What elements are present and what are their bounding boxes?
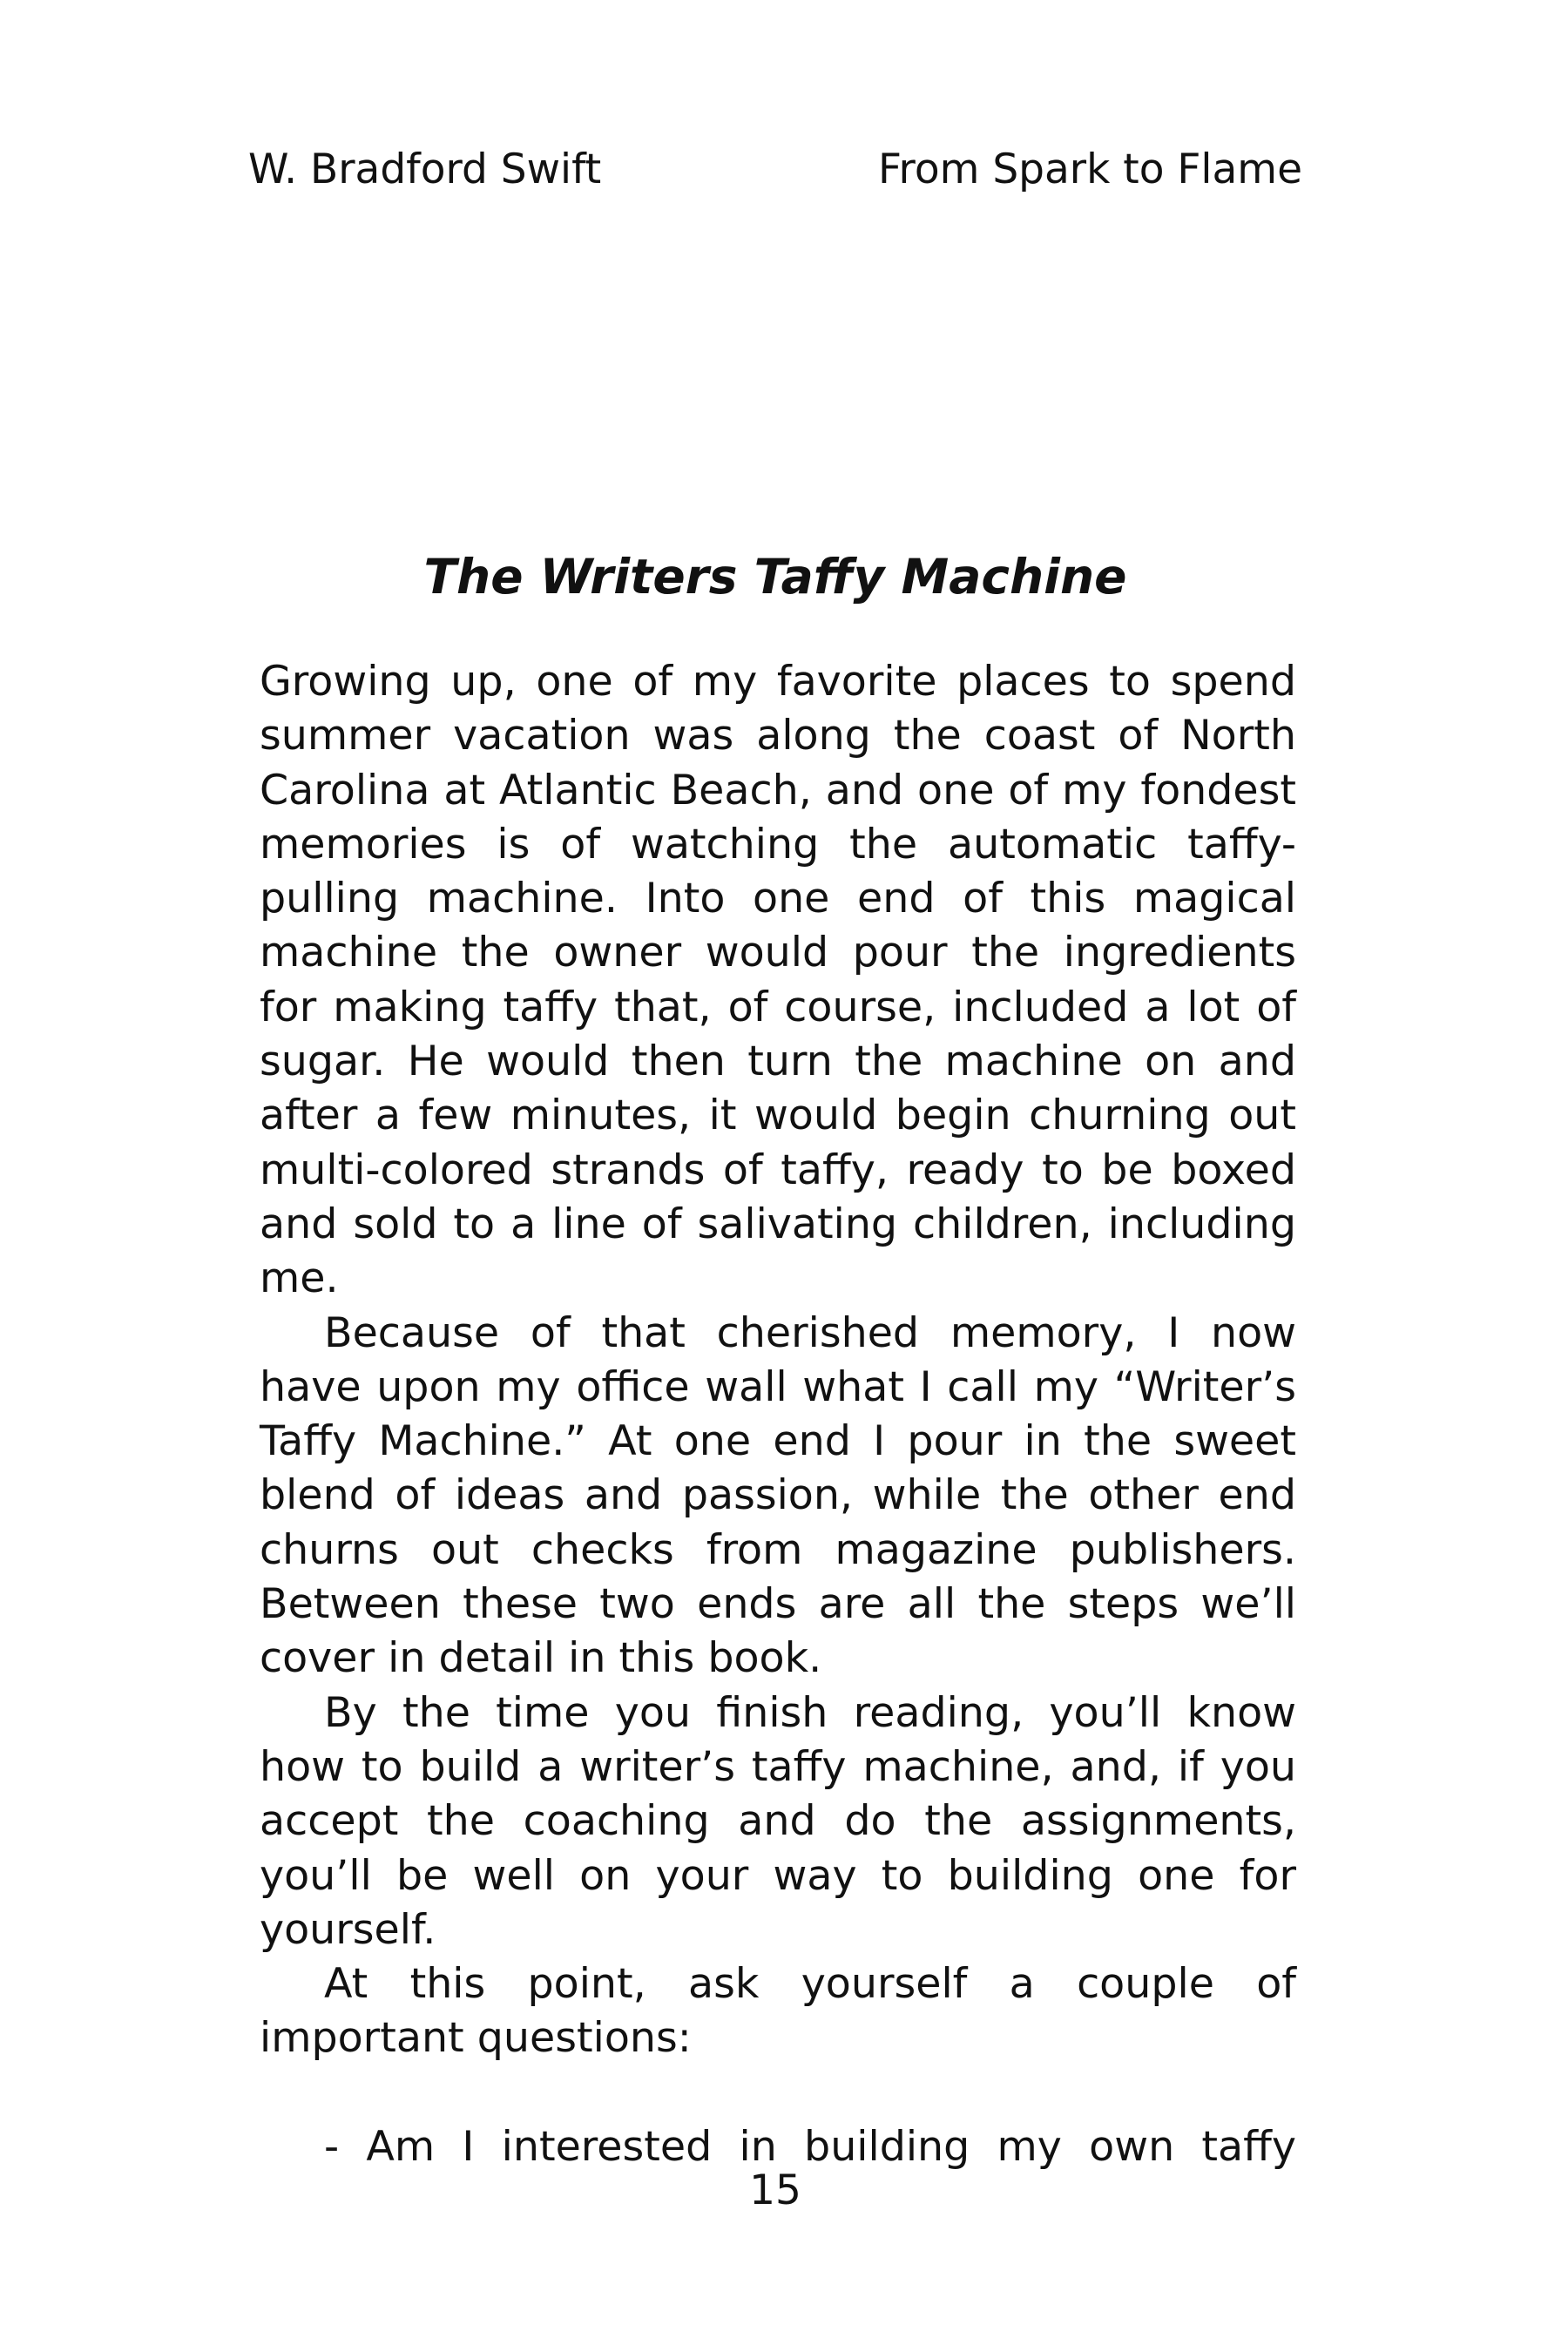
chapter-title: The Writers Taffy Machine — [423, 549, 1127, 605]
body-text — [260, 655, 1296, 2174]
running-header — [248, 139, 1302, 200]
question-item-1: - Am I interested in building my own taffy — [324, 2122, 1296, 2171]
paragraph-4: At this point, ask yourself a couple of important questions: — [260, 1960, 1296, 2063]
page-number: 15 — [749, 2166, 801, 2214]
running-head-author: W. Bradford Swift — [248, 145, 602, 193]
paragraph-1: Growing up, one of my favorite places to spend summer vacation was along the coast of North Carolina at Atlantic Beach, and one of my fondest memories is of watching the automatic taffy-pulling machine. Into one end of this magical machine the owner would pour the ingredients for making taffy that, of course, included a lot of sugar. He would then turn the machine on and after a few minutes, it would begin churning out multi-colored strands of taffy, ready to be boxed and sold to a line of salivating children, including me. — [260, 658, 1296, 1303]
paragraph-3: By the time you finish reading, you’ll know how to build a writer’s taffy machine, and, if you accept the coaching and do the assignments, you’ll be well on your way to building one for yourself. — [260, 1688, 1296, 1954]
paragraph-2: Because of that cherished memory, I now have upon my office wall what I call my “Writer’s Taffy Machine.” At one end I pour in the sweet blend of ideas and passion, while the other end churns out checks from magazine publishers. Between these two ends are all the steps we’ll cover in detail in this book. — [260, 1308, 1296, 1683]
running-head-book-title: From Spark to Flame — [877, 145, 1302, 193]
